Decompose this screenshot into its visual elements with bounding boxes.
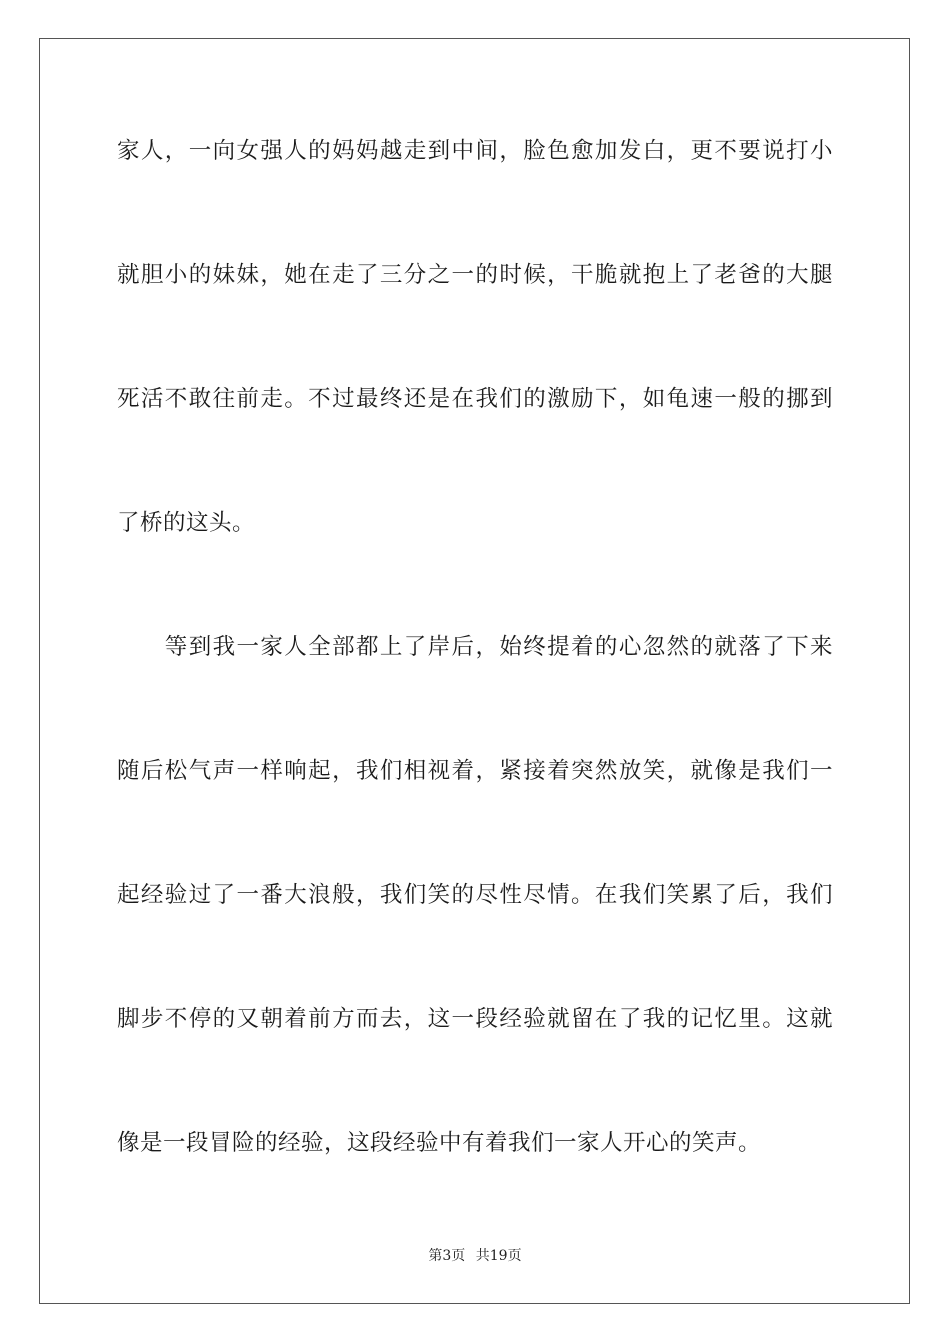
text-line: 起经验过了一番大浪般，我们笑的尽性尽情。在我们笑累了后，我们 [117,882,833,908]
text-line: 脚步不停的又朝着前方而去，这一段经验就留在了我的记忆里。这就 [117,1006,833,1032]
text-line: 了桥的这头。 [117,510,256,536]
text-line: 家人，一向女强人的妈妈越走到中间，脸色愈加发白，更不要说打小 [117,138,833,164]
page-footer [0,1246,950,1266]
text-line: 像是一段冒险的经验，这段经验中有着我们一家人开心的笑声。 [117,1130,762,1156]
page-border [39,38,910,1304]
page-total: 共19页 [475,1248,522,1264]
text-line: 死活不敢往前走。不过最终还是在我们的激励下，如龟速一般的挪到 [117,386,833,412]
text-line: 就胆小的妹妹，她在走了三分之一的时候，干脆就抱上了老爸的大腿 [117,262,833,288]
text-line: 随后松气声一样响起，我们相视着，紧接着突然放笑，就像是我们一 [117,758,833,784]
page-number: 第3页 [428,1248,466,1264]
text-line: 等到我一家人全部都上了岸后，始终提着的心忽然的就落了下来 [117,634,833,660]
